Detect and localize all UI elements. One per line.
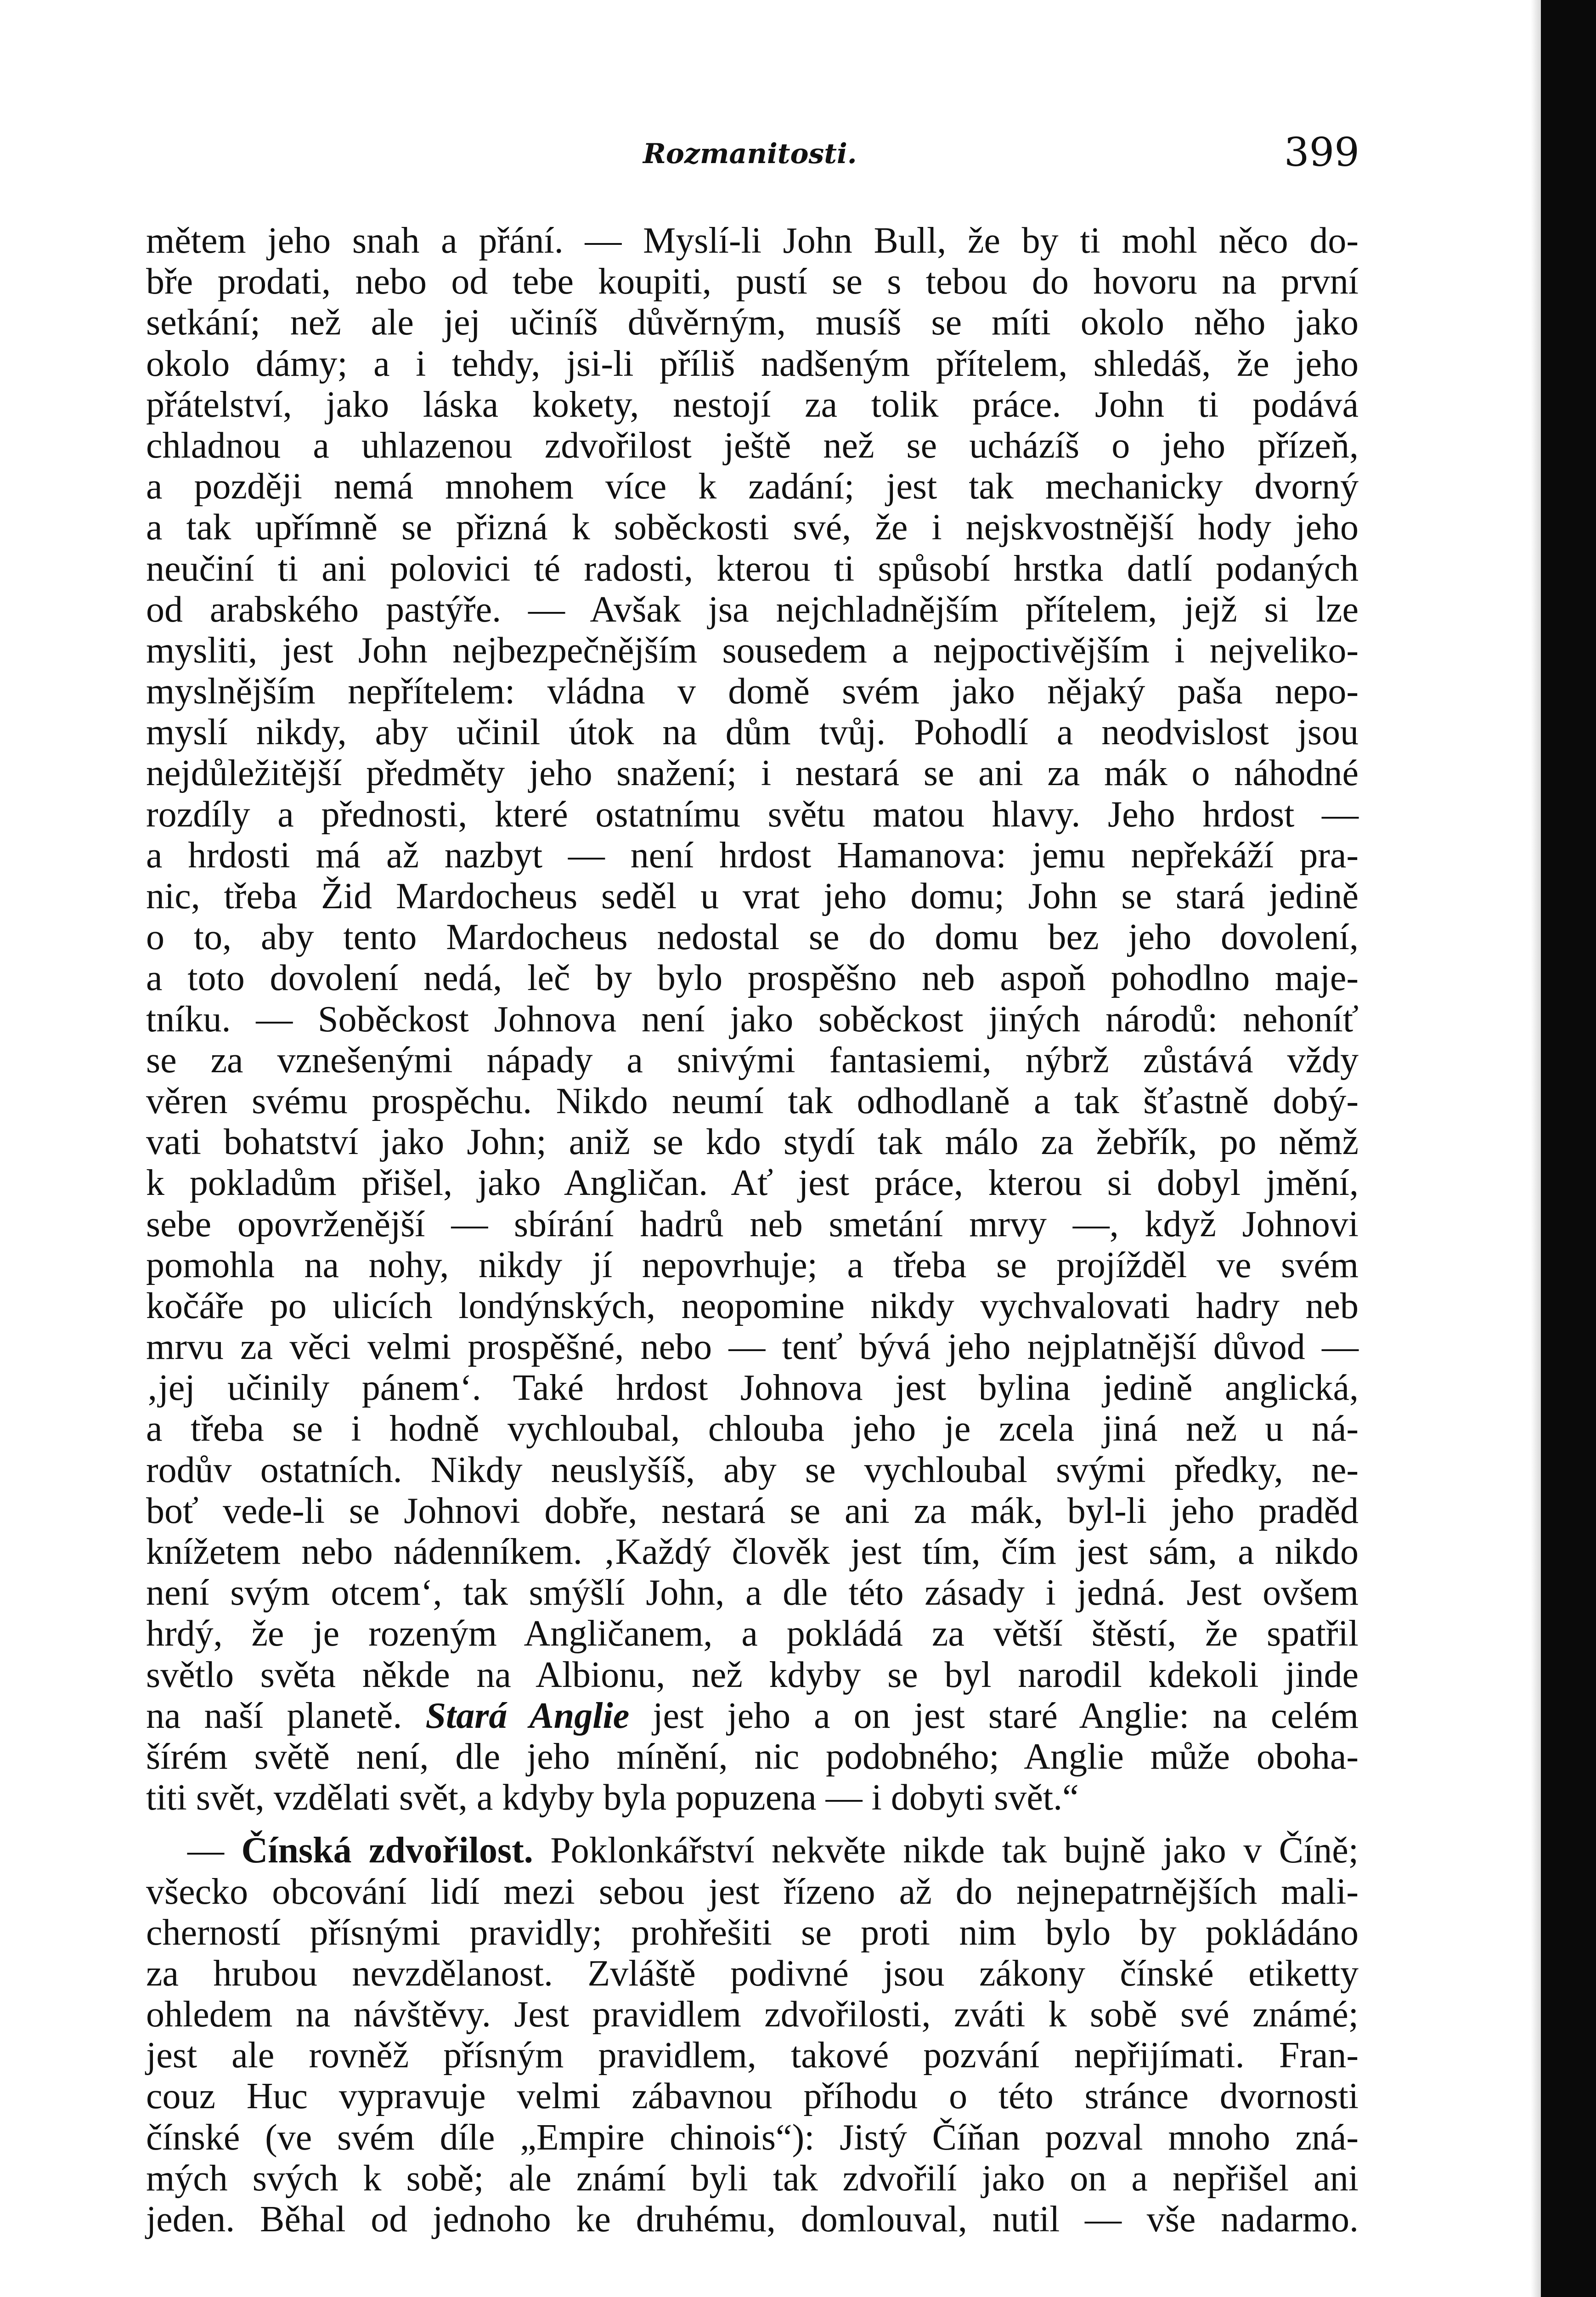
text-line: okolo dámy; a i tehdy, jsi-li příliš nadšeným přítelem, shledáš, že jeho [146, 343, 1359, 384]
text-run: na naší planetě. [146, 1695, 426, 1736]
text-line: jeden. Běhal od jednoho ke druhému, domlouval, nutil — vše nadarmo. [146, 2199, 1359, 2240]
text-run: jest jeho a on jest staré Anglie: na celém [629, 1695, 1359, 1736]
text-line: rozdíly a přednosti, které ostatnímu světu matou hlavy. Jeho hrdost — [146, 794, 1359, 835]
text-line: od arabského pastýře. — Avšak jsa nejchladnějším přítelem, jejž si lze [146, 589, 1359, 630]
dash-prefix: — [187, 1830, 242, 1871]
running-head: Rozmanitosti. [643, 138, 857, 170]
page-number: 399 [1284, 130, 1359, 175]
text-line: bře prodati, nebo od tebe koupiti, pustí se s tebou do hovoru na první [146, 261, 1359, 302]
text-line: myslí nikdy, aby učinil útok na dům tvůj. Pohodlí a neodvislost jsou [146, 712, 1359, 753]
scan-border [1541, 0, 1596, 2297]
text-line: kočáře po ulicích londýnských, neopomine nikdy vychvalovati hadry neb [146, 1285, 1359, 1326]
paragraph [146, 1830, 1359, 2240]
text-line: nic, třeba Žid Mardocheus seděl u vrat jeho domu; John se stará jedině [146, 876, 1359, 917]
text-line: světlo světa někde na Albionu, než kdyby se byl narodil kdekoli jinde [146, 1654, 1359, 1695]
text-line: za hrubou nevzdělanost. Zvláště podivné jsou zákony čínské etiketty [146, 1953, 1359, 1994]
text-line: nejdůležitější předměty jeho snažení; i nestará se ani za mák o náhodné [146, 753, 1359, 794]
text-line: a hrdosti má až nazbyt — není hrdost Hamanova: jemu nepřekáží pra- [146, 835, 1359, 876]
text-line: není svým otcem‘, tak smýšlí John, a dle této zásady i jedná. Jest ovšem [146, 1573, 1359, 1613]
section-heading: Čínská zdvořilost. [241, 1830, 533, 1871]
text-line: hrdý, že je rozeným Angličanem, a pokládá za větší štěstí, že spatřil [146, 1613, 1359, 1654]
text-line: o to, aby tento Mardocheus nedostal se do domu bez jeho dovolení, [146, 917, 1359, 958]
text-line: knížetem nebo nádenníkem. ‚Každý člověk jest tím, čím jest sám, a nikdo [146, 1532, 1359, 1572]
text-line: a tak upřímně se přizná k soběckosti své, že i nejskvostnější hody jeho [146, 507, 1359, 548]
text-line: sebe opovrženější — sbírání hadrů neb smetání mrvy —, když Johnovi [146, 1204, 1359, 1245]
text-line: čínské (ve svém díle „Empire chinois“): Jistý Číňan pozval mnoho zná- [146, 2117, 1359, 2158]
text-line: mysliti, jest John nejbezpečnějším sousedem a nejpoctivějším i nejveliko- [146, 630, 1359, 671]
text-line [146, 1696, 1359, 1737]
text-line: rodův ostatních. Nikdy neuslyšíš, aby se vychloubal svými předky, ne- [146, 1449, 1359, 1490]
text-line: věren svému prospěchu. Nikdo neumí tak odhodlaně a tak šťastně dobý- [146, 1081, 1359, 1121]
text-line: myslnějším nepřítelem: vládna v domě svém jako nějaký paša nepo- [146, 671, 1359, 712]
text-line: mých svých k sobě; ale známí byli tak zdvořilí jako on a nepřišel ani [146, 2158, 1359, 2199]
text-line: mětem jeho snah a přání. — Myslí-li John Bull, že by ti mohl něco do- [146, 221, 1359, 261]
text-line: mrvu za věci velmi prospěšné, nebo — tenť bývá jeho nejplatnější důvod — [146, 1327, 1359, 1368]
text-line: boť vede-li se Johnovi dobře, nestará se ani za mák, byl-li jeho praděd [146, 1490, 1359, 1531]
text-line: vati bohatství jako John; aniž se kdo stydí tak málo za žebřík, po němž [146, 1122, 1359, 1163]
emphasis-text: Stará Anglie [425, 1695, 630, 1736]
scan-edge-shadow [1531, 0, 1541, 2297]
text-line: couz Huc vypravuje velmi zábavnou příhodu o této stránce dvornosti [146, 2076, 1359, 2117]
text-line: a později nemá mnohem více k zadání; jest tak mechanicky dvorný [146, 466, 1359, 507]
text-line: šírém světě není, dle jeho mínění, nic podobného; Anglie může oboha- [146, 1736, 1359, 1777]
body-text [146, 221, 1359, 2240]
text-line: ‚jej učinily pánem‘. Také hrdost Johnova jest bylina jedině anglická, [146, 1368, 1359, 1409]
text-line: a třeba se i hodně vychloubal, chlouba jeho je zcela jiná než u ná- [146, 1409, 1359, 1449]
text-line: ohledem na návštěvy. Jest pravidlem zdvořilosti, zváti k sobě své známé; [146, 1994, 1359, 2035]
text-line: a toto dovolení nedá, leč by bylo prospěšno neb aspoň pohodlno maje- [146, 958, 1359, 999]
text-line: jest ale rovněž přísným pravidlem, takové pozvání nepřijímati. Fran- [146, 2035, 1359, 2076]
text-line [146, 1830, 1359, 1871]
text-line: se za vznešenými nápady a snivými fantasiemi, nýbrž zůstává vždy [146, 1040, 1359, 1081]
text-line: neučiní ti ani polovici té radosti, kterou ti spůsobí hrstka datlí podaných [146, 548, 1359, 589]
text-run: Poklonkářství nekvěte nikde tak bujně jako v Číně; [533, 1830, 1359, 1871]
paragraph [146, 221, 1359, 1818]
text-line: přátelství, jako láska kokety, nestojí za tolik práce. John ti podává [146, 384, 1359, 425]
text-line: tníku. — Soběckost Johnova není jako soběckost jiných národů: nehoníť [146, 999, 1359, 1040]
text-line: titi svět, vzdělati svět, a kdyby byla popuzena — i dobyti svět.“ [146, 1777, 1079, 1818]
text-line: setkání; než ale jej učiníš důvěrným, musíš se míti okolo něho jako [146, 302, 1359, 343]
text-line: všecko obcování lidí mezi sebou jest řízeno až do nejnepatrnějších mali- [146, 1871, 1359, 1912]
text-line: cherností přísnými pravidly; prohřešiti se proti nim bylo by pokládáno [146, 1912, 1359, 1953]
text-line: chladnou a uhlazenou zdvořilost ještě než se ucházíš o jeho přízeň, [146, 425, 1359, 466]
text-line: k pokladům přišel, jako Angličan. Ať jest práce, kterou si dobyl jmění, [146, 1163, 1359, 1204]
text-line: pomohla na nohy, nikdy jí nepovrhuje; a třeba se projížděl ve svém [146, 1245, 1359, 1285]
